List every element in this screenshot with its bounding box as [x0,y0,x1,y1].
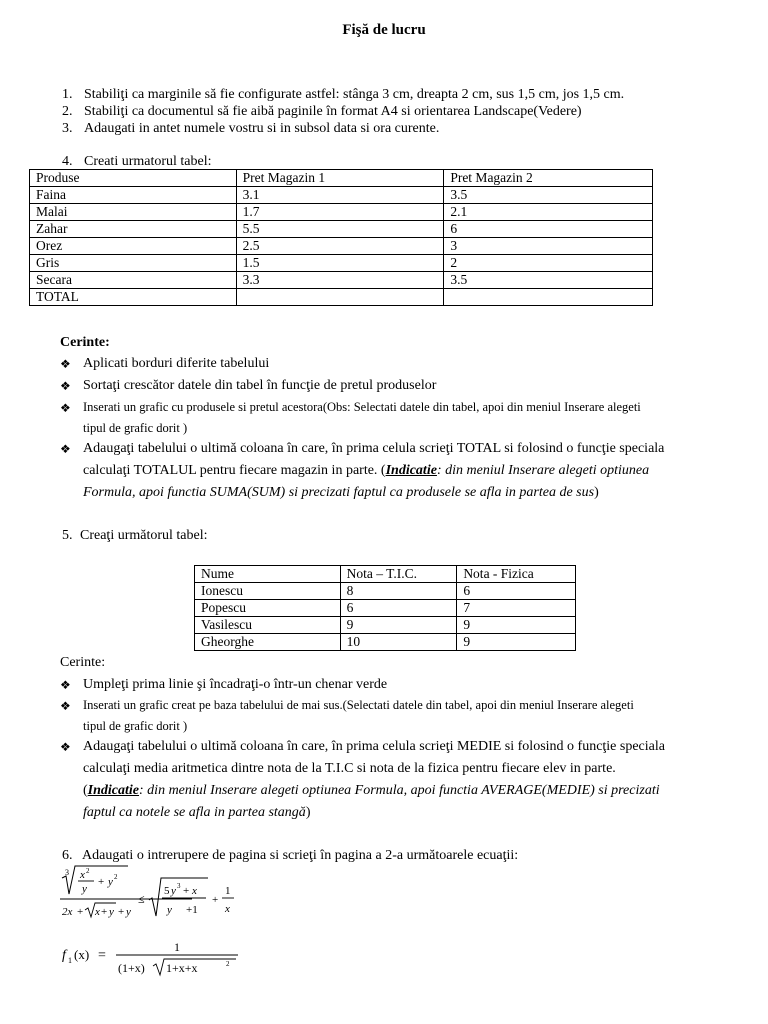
table-cell: 6 [340,600,457,617]
table-total-row [30,289,653,306]
cerinta-2-1: Umpleţi prima linie şi încadraţi-o într-un chenar verde [83,677,388,692]
table-row [195,583,576,600]
svg-text:2: 2 [86,867,90,875]
item-6-text: Adaugati o intrerupere de pagina si scrieţi în pagina a 2-a următoarele ecuaţii: [82,848,519,863]
svg-text:y: y [109,906,114,918]
table-cell: 7 [457,600,576,617]
svg-text:1: 1 [225,885,231,897]
svg-text:+: + [118,906,125,918]
item-5-text: Creaţi următorul tabel: [80,528,208,543]
table-cell: Ionescu [195,583,341,600]
table-cell: 8 [340,583,457,600]
header-cell: Nota - Fizica [457,566,576,583]
table-row [30,238,653,255]
table-cell: Gris [30,255,237,272]
cerinta-1-4-line2: calculaţi TOTALUL pentru fiecare magazin in parte. (Indicatie: din meniul Inserare alegeti optiunea [83,463,650,478]
header-cell: Nume [195,566,341,583]
diamond-bullet-icon: ❖ [60,699,71,713]
header-cell: Produse [30,170,237,187]
cerinta-1-4-line1: Adaugaţi tabelului o ultimă coloana în care, în prima celula scrieţi TOTAL si folosind o funcţie speciala [83,441,665,456]
item-2-text: Stabiliţi ca documentul să fie aibă paginile în format A4 si orientarea Landscape(Vedere) [84,104,582,119]
svg-text:≤: ≤ [138,892,145,906]
svg-text:+1: +1 [186,904,198,916]
cerinta-2-3-line2: calculaţi media aritmetica dintre nota de la T.I.C si nota de la fizica pentru fiecare elev in parte. [83,761,616,776]
table-cell: 9 [457,634,576,651]
svg-text:y: y [167,904,172,916]
table-cell: 9 [340,617,457,634]
svg-text:x: x [95,906,100,918]
diamond-bullet-icon: ❖ [60,442,71,456]
svg-text:f: f [62,948,66,963]
svg-text:+: + [77,906,84,918]
svg-text:2x: 2x [62,906,73,918]
indicatie-label: Indicatie [385,463,437,478]
svg-text:=: = [98,948,106,963]
cerinta-1-4-line3: Formula, apoi functia SUMA(SUM) si precizati faptul ca produsele se afla in partea de sus) [83,485,599,500]
table-cell: Malai [30,204,237,221]
cerinta-2-2-line1: Inserati un grafic creat pe baza tabelului de mai sus.(Selectati datele din tabel, apoi din meniul Inserare alegeti [83,698,634,712]
table-cell: 3.1 [236,187,444,204]
item-6-number: 6. [62,848,73,863]
item-1-text: Stabiliţi ca marginile să fie configurate astfel: stânga 3 cm, dreapta 2 cm, sus 1,5 cm, jos 1,5 cm. [84,87,625,102]
table-cell: Secara [30,272,237,289]
table-cell: 3.3 [236,272,444,289]
table-header-row [30,170,653,187]
page-title: Fişă de lucru [342,22,426,38]
svg-text:3: 3 [177,882,181,890]
cerinte-heading-2: Cerinte: [60,655,106,670]
cerinta-2-2-line2: tipul de grafic dorit ) [83,719,188,733]
cerinta-2-3-line3: (Indicatie: din meniul Inserare alegeti optiunea Formula, apoi functia AVERAGE(MEDIE) si precizati [83,783,660,798]
table-header-row [195,566,576,583]
grades-table [194,565,576,651]
table-row [195,617,576,634]
products-table [29,169,653,306]
item-5-number: 5. [62,528,73,543]
diamond-bullet-icon: ❖ [60,678,71,692]
diamond-bullet-icon: ❖ [60,740,71,754]
table-cell: Zahar [30,221,237,238]
item-3-text: Adaugati in antet numele vostru si in subsol data si ora curente. [84,121,440,136]
table-cell [236,289,444,306]
cerinta-2-3-line1: Adaugaţi tabelului o ultimă coloana în care, în prima celula scrieţi MEDIE si folosind o funcţie speciala [83,739,665,754]
cerinta-2-3-line4: faptul ca notele se afla in partea stangă) [83,805,311,820]
table-cell: Gheorghe [195,634,341,651]
table-cell: 2.1 [444,204,653,221]
cerinta-1-3-line2: tipul de grafic dorit ) [83,421,188,435]
header-cell: Nota – T.I.C. [340,566,457,583]
svg-text:x: x [225,903,230,915]
table-row [30,187,653,204]
item-1-number: 1. [62,87,73,102]
table-cell: 6 [457,583,576,600]
item-4-text: Creati urmatorul tabel: [84,154,212,169]
svg-text:5: 5 [164,885,170,897]
svg-text:1+x+x: 1+x+x [166,961,198,975]
svg-text:2: 2 [114,873,118,881]
table-row [30,204,653,221]
svg-text:2: 2 [226,960,230,968]
svg-text:+: + [98,876,105,888]
svg-text:x: x [80,869,85,881]
table-cell: 5.5 [236,221,444,238]
table-row [30,272,653,289]
table-row [30,255,653,272]
svg-text:+: + [101,906,108,918]
item-4-number: 4. [62,154,73,169]
svg-text:+: + [183,885,190,897]
cerinta-1-2: Sortaţi crescător datele din tabel în funcţie de pretul produselor [83,378,437,393]
svg-text:y: y [82,883,87,895]
table-cell: 3.5 [444,272,653,289]
svg-text:1: 1 [68,956,72,965]
table-cell: Popescu [195,600,341,617]
svg-text:1: 1 [174,940,180,954]
equation-2 [60,936,260,980]
svg-text:y: y [171,885,176,897]
table-row [30,221,653,238]
table-cell: Orez [30,238,237,255]
table-cell: 10 [340,634,457,651]
table-cell: Vasilescu [195,617,341,634]
table-cell: 6 [444,221,653,238]
svg-text:y: y [126,906,131,918]
svg-text:y: y [108,876,113,888]
table-cell: 9 [457,617,576,634]
diamond-bullet-icon: ❖ [60,357,71,371]
table-cell: 2.5 [236,238,444,255]
header-cell: Pret Magazin 1 [236,170,444,187]
header-cell: Pret Magazin 2 [444,170,653,187]
table-cell: 1.7 [236,204,444,221]
diamond-bullet-icon: ❖ [60,379,71,393]
cerinte-heading: Cerinte: [60,335,110,350]
table-cell: 3 [444,238,653,255]
table-cell: TOTAL [30,289,237,306]
svg-text:+: + [212,894,219,906]
cerinta-1-3-line1: Inserati un grafic cu produsele si pretul acestora(Obs: Selectati datele din tabel, apoi din meniul Inserare alegeti [83,400,641,414]
table-cell: Faina [30,187,237,204]
eq1-root-index: 3 [65,868,69,877]
table-cell: 1.5 [236,255,444,272]
item-2-number: 2. [62,104,73,119]
table-cell [444,289,653,306]
svg-text:(x): (x) [74,947,90,962]
table-cell: 2 [444,255,653,272]
table-row [195,600,576,617]
item-3-number: 3. [62,121,73,136]
cerinta-1-1: Aplicati borduri diferite tabelului [83,356,270,371]
equation-1 [56,864,256,924]
indicatie-label: Indicatie [87,783,140,798]
svg-text:(1+x): (1+x) [118,961,145,975]
svg-text:x: x [192,885,197,897]
diamond-bullet-icon: ❖ [60,401,71,415]
table-row [195,634,576,651]
table-cell: 3.5 [444,187,653,204]
